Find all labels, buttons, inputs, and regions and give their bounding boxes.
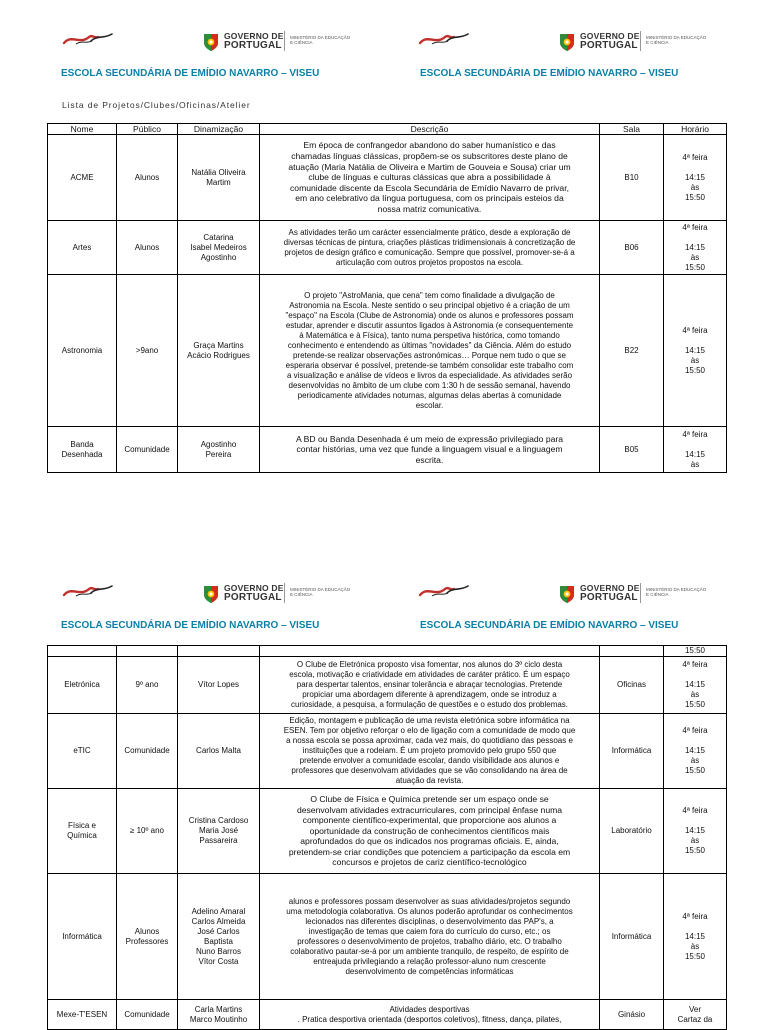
cell-nome xyxy=(48,135,117,221)
cell-nome-line: Artes xyxy=(72,242,92,252)
school-name: ESCOLA SECUNDÁRIA DE EMÍDIO NAVARRO – VISEU xyxy=(420,68,679,79)
school-name: ESCOLA SECUNDÁRIA DE EMÍDIO NAVARRO – VISEU xyxy=(420,620,679,631)
table-row xyxy=(48,714,727,789)
cell-horario-line xyxy=(667,670,723,680)
cell-sala-line: B05 xyxy=(624,444,639,454)
cell-dinamizacao xyxy=(178,714,260,789)
cell-publico xyxy=(117,427,178,473)
cell-sala-line: Informática xyxy=(611,746,652,755)
cell-sala xyxy=(600,135,664,221)
gov-line-2: PORTUGAL xyxy=(580,40,638,51)
cell-dinamizacao-line: Marco Moutinho xyxy=(189,1014,248,1024)
cell-dinamizacao xyxy=(178,221,260,275)
header-publico: Público xyxy=(117,124,178,135)
cell-descricao-line: entreajuda privilegiando a relação professor-aluno num crescente xyxy=(313,956,546,966)
government-wordmark xyxy=(224,584,284,602)
logo-divider xyxy=(640,31,641,51)
cell-dinamizacao-line: Agostinho xyxy=(200,439,237,449)
cell-horario-line: 14:15 xyxy=(684,242,706,252)
cell-descricao-line: projetos de design gráfico e comunicação. Sempre que possível, promover-se-á a xyxy=(284,247,575,257)
cell-descricao-line: O Clube de Física e Química pretende ser um espaço onde se xyxy=(310,793,549,804)
cell-descricao-line: Atividades desportivas xyxy=(389,1004,470,1014)
cell-dinamizacao-line: Catarina xyxy=(203,232,234,242)
cell-nome-line: Química xyxy=(67,831,97,840)
empty-cell xyxy=(48,646,117,657)
cell-publico xyxy=(117,657,178,714)
empty-cell xyxy=(117,646,178,657)
cell-descricao-line: a nossa escola se possa aproximar, cada vez mais, do quotidiano das pessoas e xyxy=(286,736,573,745)
cell-descricao-line: estudar, aprender e discutir assuntos ligados à Astronomia (e consequentemente xyxy=(285,320,574,330)
cell-horario-line: 14:15 xyxy=(684,345,706,355)
cell-dinamizacao xyxy=(178,789,260,874)
cell-nome-line: Informática xyxy=(62,931,102,941)
header-descricao: Descrição xyxy=(260,124,600,135)
gov-line-2: PORTUGAL xyxy=(224,40,282,51)
cell-descricao-line: pretende-se realizar observações astronómicas… Porque nem tudo o que se xyxy=(292,350,567,360)
cell-descricao-line: contar histórias, uma vez que funde a linguagem visual e a linguagem xyxy=(296,444,563,455)
government-logo xyxy=(558,30,738,56)
cell-descricao-line: diversas técnicas de pintura, criações plásticas tridimensionais à concretização de xyxy=(283,237,576,247)
cell-descricao-line: a visualização e análise de vídeos e livros da especialidade. As atividades serão xyxy=(286,370,573,380)
cell-descricao-line: alunos e professores possam desenvolver as suas atividades/projetos segundo xyxy=(288,896,571,906)
cell-horario-line xyxy=(667,233,723,243)
cell-descricao-line: periodicamente atividades noturnas, algumas delas abertas à comunidade xyxy=(297,390,562,400)
cell-horario-line: Cartaz da xyxy=(677,1014,713,1024)
government-wordmark xyxy=(580,584,640,602)
cell-horario xyxy=(664,135,727,221)
cell-sala-line: Informática xyxy=(611,931,652,941)
cell-dinamizacao-line: Acácio Rodrigues xyxy=(187,350,250,360)
gov-line-2: PORTUGAL xyxy=(580,592,638,603)
school-logo-icon xyxy=(418,30,470,48)
cell-sala-line: B22 xyxy=(624,345,639,355)
table-row xyxy=(48,427,727,473)
ministry-label xyxy=(646,587,706,597)
cell-descricao-line: aprofundados do que os indicados nos programas oficiais. E, ainda, xyxy=(300,836,559,847)
cell-dinamizacao-line: Maria José xyxy=(198,826,239,835)
cell-sala-line: Ginásio xyxy=(617,1009,646,1019)
table-header-row xyxy=(48,124,727,135)
cell-nome xyxy=(48,789,117,874)
cell-dinamizacao-line: Baptista xyxy=(204,936,233,946)
ministry-line-1: MINISTÉRIO DA EDUCAÇÃO xyxy=(290,35,351,40)
cell-nome-line: Astronomia xyxy=(61,345,103,355)
school-name: ESCOLA SECUNDÁRIA DE EMÍDIO NAVARRO – VISEU xyxy=(61,620,320,631)
cell-descricao-line: uma metodologia colaborativa. Os alunos poderão aprofundar os conhecimentos xyxy=(286,906,573,916)
cell-descricao-line: articulação com outros projetos propostos na escola. xyxy=(335,257,524,267)
cell-horario-line: 15:50 xyxy=(684,700,706,709)
government-wordmark xyxy=(224,32,284,50)
page-header xyxy=(0,552,768,631)
portugal-emblem-icon xyxy=(202,32,220,52)
cell-horario-line: 14:15 xyxy=(684,172,706,182)
cell-publico-line: 9º ano xyxy=(135,680,159,689)
cell-nome xyxy=(48,275,117,427)
cell-descricao-line: para despertar talentos, ensinar tolerância e abraçar tecnologias. Pretende xyxy=(296,680,563,689)
cell-horario-line: 4ª feira xyxy=(682,152,708,162)
cell-horario-line: 4ª feira xyxy=(682,429,708,439)
cell-horario-line: às xyxy=(690,690,700,699)
cell-publico xyxy=(117,714,178,789)
ministry-label xyxy=(290,35,350,45)
cell-publico xyxy=(117,874,178,1000)
cell-publico-line: Professores xyxy=(125,936,169,946)
cell-horario xyxy=(664,714,727,789)
cell-dinamizacao-line: Passareira xyxy=(199,836,238,845)
cell-descricao-line: esperaria observar é possível, pretende-se também consolidar este trabalho com xyxy=(285,360,574,370)
header-sala: Sala xyxy=(600,124,664,135)
cell-horario-line: 4ª feira xyxy=(682,325,708,335)
cell-sala xyxy=(600,427,664,473)
cell-horario-line: 14:15 xyxy=(684,680,706,689)
cell-dinamizacao-line: Adelino Amaral xyxy=(191,906,246,916)
cell-descricao-line: concursos e projetos de cariz científico-tecnológico xyxy=(332,857,527,868)
cell-horario-line: 14:15 xyxy=(684,449,706,459)
cell-horario-line xyxy=(667,163,723,173)
cell-descricao-line: curiosidade, a pesquisa, a formulação de questões e o estudo dos problemas. xyxy=(290,700,569,709)
ministry-line-2: E CIÊNCIA xyxy=(646,40,669,45)
cell-horario-line: 4ª feira xyxy=(682,726,708,735)
cell-dinamizacao xyxy=(178,275,260,427)
cell-descricao xyxy=(260,135,600,221)
cell-publico xyxy=(117,1000,178,1030)
cell-horario xyxy=(664,874,727,1000)
empty-cell xyxy=(260,646,600,657)
cell-descricao-line: componente científico-experimental, que proporcione aos alunos a xyxy=(302,815,557,826)
cell-nome xyxy=(48,221,117,275)
cell-nome xyxy=(48,714,117,789)
header-dinamizacao: Dinamização xyxy=(178,124,260,135)
gov-line-1: GOVERNO DE xyxy=(580,31,640,41)
table-row xyxy=(48,275,727,427)
cell-horario-line xyxy=(667,816,723,826)
cell-sala xyxy=(600,275,664,427)
header-nome: Nome xyxy=(48,124,117,135)
table-row xyxy=(48,135,727,221)
cell-descricao xyxy=(260,1000,600,1030)
cell-descricao xyxy=(260,657,600,714)
cell-descricao-line: desenvolvidas no âmbito de um clube com 1:30 h de sessão semanal, havendo xyxy=(288,380,571,390)
gov-line-1: GOVERNO DE xyxy=(224,31,284,41)
cell-descricao-line: desenvolvam atividades extracurriculares, com principal ênfase numa xyxy=(296,804,563,815)
cell-dinamizacao-line: Natália Oliveira xyxy=(191,167,246,177)
cell-descricao-line: escola, motivação e criatividade em atividades de caráter prático. É um espaço xyxy=(289,670,570,679)
ministry-line-1: MINISTÉRIO DA EDUCAÇÃO xyxy=(290,587,351,592)
cell-descricao-line: pretendem-se criar condições que potenciem a participação da escola em xyxy=(288,846,571,857)
cell-descricao-line: nossa matriz comunicativa. xyxy=(377,203,482,214)
cell-sala-line: Oficinas xyxy=(617,680,646,689)
cell-horario xyxy=(664,657,727,714)
cell-descricao-line: O Clube de Eletrónica proposto visa fomentar, nos alunos do 3º ciclo desta xyxy=(296,660,563,669)
ministry-line-2: E CIÊNCIA xyxy=(290,40,313,45)
cell-horario-line: Ver xyxy=(688,1004,701,1014)
cell-publico-line: ≥ 10º ano xyxy=(129,826,164,835)
cell-descricao xyxy=(260,874,600,1000)
table-row xyxy=(48,1000,727,1030)
cell-dinamizacao-line: Vítor Costa xyxy=(198,956,239,966)
cell-descricao-line: oportunidade da construção de conhecimentos científicos mais xyxy=(309,825,550,836)
projects-table-continued xyxy=(47,645,727,1030)
cell-descricao-line: . Pratica desportiva orientada (desportos coletivos), fitness, dança, pilates, xyxy=(297,1014,562,1024)
table-row xyxy=(48,221,727,275)
cell-descricao-line: ESEN. Tem por objetivo reforçar o elo de ligação com a comunidade de modo que xyxy=(283,726,576,735)
cell-publico-line: Alunos xyxy=(134,172,160,182)
cell-publico-line: >9ano xyxy=(135,345,159,355)
cell-publico-line: Alunos xyxy=(134,242,160,252)
school-name: ESCOLA SECUNDÁRIA DE EMÍDIO NAVARRO – VISEU xyxy=(61,68,320,79)
cell-nome xyxy=(48,657,117,714)
projects-table xyxy=(47,123,727,473)
government-wordmark xyxy=(580,32,640,50)
cell-horario xyxy=(664,275,727,427)
cell-horario-continued: 15:50 xyxy=(664,646,727,657)
cell-nome xyxy=(48,1000,117,1030)
cell-nome xyxy=(48,874,117,1000)
cell-nome-line: Desenhada xyxy=(61,449,103,459)
cell-horario-line: 15:50 xyxy=(684,262,706,272)
cell-dinamizacao xyxy=(178,657,260,714)
school-logo-icon xyxy=(62,582,114,600)
ministry-line-1: MINISTÉRIO DA EDUCAÇÃO xyxy=(646,587,707,592)
cell-sala-line: Laboratório xyxy=(611,826,652,835)
cell-horario xyxy=(664,1000,727,1030)
logo-divider xyxy=(284,583,285,603)
cell-horario xyxy=(664,427,727,473)
list-title: Lista de Projetos/Clubes/Oficinas/Atelier xyxy=(62,100,251,110)
empty-cell xyxy=(600,646,664,657)
ministry-line-2: E CIÊNCIA xyxy=(646,592,669,597)
cell-dinamizacao-line: Agostinho xyxy=(200,252,237,262)
cell-descricao-line: pretende envolver a comunidade escolar, dando visibilidade aos alunos e xyxy=(299,756,560,765)
cell-horario xyxy=(664,221,727,275)
cell-descricao-line: em ano celebrativo da língua portuguesa, com os principais esteios da xyxy=(295,193,564,204)
cell-publico-line: Comunidade xyxy=(124,1009,170,1019)
cell-horario-line: às xyxy=(690,459,700,469)
cell-dinamizacao-line: José Carlos xyxy=(197,926,240,936)
cell-publico-line: Comunidade xyxy=(124,444,170,454)
cell-dinamizacao-line: Carlos Almeida xyxy=(191,916,246,926)
cell-horario-line: 4ª feira xyxy=(682,911,708,921)
cell-horario-line xyxy=(667,922,723,932)
cell-descricao-line: chamadas línguas clássicas, propõem-se os subscritores deste plano de xyxy=(291,151,568,162)
cell-horario-line: 14:15 xyxy=(684,826,706,835)
cell-sala xyxy=(600,874,664,1000)
cell-dinamizacao-line: Cristina Cardoso xyxy=(188,816,249,825)
cell-publico xyxy=(117,135,178,221)
cell-dinamizacao-line: Martim xyxy=(206,177,231,187)
cell-horario xyxy=(664,789,727,874)
cell-horario-line: 15:50 xyxy=(684,951,706,961)
cell-horario-line: 14:15 xyxy=(684,931,706,941)
cell-descricao xyxy=(260,221,600,275)
government-logo xyxy=(202,582,382,608)
cell-descricao-line: O projeto "AstroMania, que cena" tem como finalidade a divulgação de xyxy=(304,290,555,300)
table-body-page-1 xyxy=(48,135,727,473)
cell-dinamizacao-line: Carlos Malta xyxy=(196,746,241,755)
cell-horario-line xyxy=(667,336,723,346)
cell-descricao-line: propiciar uma abordagem diferente à aprendizagem, onde se introduz a xyxy=(302,690,557,699)
cell-descricao xyxy=(260,427,600,473)
cell-descricao xyxy=(260,275,600,427)
table-row xyxy=(48,874,727,1000)
cell-sala xyxy=(600,1000,664,1030)
cell-horario-line: às xyxy=(690,941,700,951)
cell-horario-line: 4ª feira xyxy=(682,222,708,232)
cell-nome xyxy=(48,427,117,473)
cell-sala xyxy=(600,657,664,714)
cell-dinamizacao xyxy=(178,1000,260,1030)
logo-divider xyxy=(284,31,285,51)
portugal-emblem-icon xyxy=(202,584,220,604)
cell-horario-line: 15:50 xyxy=(684,766,706,775)
cell-horario-line: às xyxy=(690,182,700,192)
table-row xyxy=(48,657,727,714)
cell-horario-line: às xyxy=(690,836,700,845)
cell-descricao-line: "espaço" na Escola (Clube de Astronomia) onde os alunos e professores possam xyxy=(285,310,574,320)
cell-descricao-line: clube de línguas e culturas clássicas que abra a possibilidade à xyxy=(308,172,551,183)
cell-horario-line: 15:50 xyxy=(684,365,706,375)
cell-descricao-line: professores o desenvolvimento de projetos, trabalho diário, etc. O trabalho xyxy=(297,936,562,946)
table-row-continuation xyxy=(48,646,727,657)
cell-descricao-line: colaborativo pautar-se-á por um ambiente tranquilo, de respeito, de espírito de xyxy=(290,946,569,956)
cell-horario-line: 15:50 xyxy=(684,846,706,855)
cell-descricao-line: Em época de confrangedor abandono do saber humanístico e das xyxy=(303,140,556,151)
cell-dinamizacao-line: Nuno Barros xyxy=(196,946,241,956)
portugal-emblem-icon xyxy=(558,32,576,52)
cell-dinamizacao xyxy=(178,427,260,473)
gov-line-2: PORTUGAL xyxy=(224,592,282,603)
portugal-emblem-icon xyxy=(558,584,576,604)
cell-nome-line: eTIC xyxy=(73,746,91,755)
cell-dinamizacao xyxy=(178,135,260,221)
school-logo-icon xyxy=(62,30,114,48)
cell-descricao-line: lecionados nas diferentes disciplinas, o desenvolvimento das PAP's, a xyxy=(305,916,554,926)
cell-publico xyxy=(117,275,178,427)
cell-horario-line: 14:15 xyxy=(684,746,706,755)
cell-nome-line: Física e xyxy=(67,821,96,830)
cell-nome-line: Mexe-T'ESEN xyxy=(56,1009,108,1019)
table-body-page-2 xyxy=(48,646,727,1030)
cell-horario-line: às xyxy=(690,756,700,765)
cell-dinamizacao-line: Pereira xyxy=(205,449,232,459)
cell-sala xyxy=(600,221,664,275)
cell-dinamizacao-line: Isabel Medeiros xyxy=(190,242,247,252)
cell-publico-line: Comunidade xyxy=(124,746,170,755)
cell-descricao-line: Astronomia na Escola. Neste sentido o seu principal objetivo é a criação de um xyxy=(289,300,570,310)
cell-sala xyxy=(600,714,664,789)
gov-line-1: GOVERNO DE xyxy=(580,583,640,593)
cell-horario-line: 4ª feira xyxy=(682,660,708,669)
cell-descricao-line: comunidade discente da Escola Secundária de Emídio Navarro de privar, xyxy=(290,182,569,193)
cell-horario-line: 15:50 xyxy=(684,192,706,202)
table-row xyxy=(48,789,727,874)
cell-descricao-line: As atividades terão um carácter essencialmente prático, desde a exploração de xyxy=(288,227,571,237)
cell-nome-line: ACME xyxy=(70,172,94,182)
cell-descricao-line: A BD ou Banda Desenhada é um meio de expressão privilegiado para xyxy=(295,433,564,444)
cell-sala-line: B10 xyxy=(624,172,639,182)
cell-dinamizacao-line: Graça Martins xyxy=(193,340,244,350)
ministry-line-2: E CIÊNCIA xyxy=(290,592,313,597)
cell-publico xyxy=(117,789,178,874)
cell-descricao xyxy=(260,714,600,789)
cell-horario-line xyxy=(667,440,723,450)
cell-descricao-line: atuação da revista. xyxy=(395,776,464,785)
school-logo-icon xyxy=(418,582,470,600)
cell-publico xyxy=(117,221,178,275)
cell-descricao-line: atuação (Maria Natália de Oliveira e Martim de Gouveia e Sousa) criar um xyxy=(288,161,571,172)
ministry-label xyxy=(646,35,706,45)
cell-horario-line: 4ª feira xyxy=(682,806,708,815)
gov-line-1: GOVERNO DE xyxy=(224,583,284,593)
header-horario: Horário xyxy=(664,124,727,135)
cell-horario-line xyxy=(667,736,723,746)
cell-horario-line: às xyxy=(690,355,700,365)
cell-sala-line: B06 xyxy=(624,242,639,252)
cell-descricao-line: professores que desenvolvam atividades que se vão consolidando na área de xyxy=(291,766,568,775)
page-header xyxy=(0,0,768,79)
cell-descricao xyxy=(260,789,600,874)
cell-sala xyxy=(600,789,664,874)
cell-nome-line: Banda xyxy=(70,439,94,449)
ministry-label xyxy=(290,587,350,597)
cell-descricao-line: escrita. xyxy=(415,454,444,465)
cell-nome-line: Eletrónica xyxy=(64,680,100,689)
empty-cell xyxy=(178,646,260,657)
cell-publico-line: Alunos xyxy=(134,926,160,936)
ministry-line-1: MINISTÉRIO DA EDUCAÇÃO xyxy=(646,35,707,40)
cell-descricao-line: instituições que a rodeiam. É um projeto promovido pelo grupo 550 que xyxy=(302,746,557,755)
cell-dinamizacao xyxy=(178,874,260,1000)
cell-descricao-line: à Matemática e à Física), tanto numa perspetiva histórica, como tomando xyxy=(299,330,560,340)
cell-descricao-line: Edição, montagem e publicação de uma revista eletrónica sobre informática na xyxy=(289,716,570,725)
cell-dinamizacao-line: Vítor Lopes xyxy=(198,680,239,689)
cell-descricao-line: escolar. xyxy=(415,400,444,410)
logo-divider xyxy=(640,583,641,603)
cell-horario-line: às xyxy=(690,252,700,262)
cell-dinamizacao-line: Carla Martins xyxy=(194,1004,243,1014)
government-logo xyxy=(202,30,382,56)
cell-descricao-line: desenvolvimento de competências informáticas xyxy=(345,966,514,976)
cell-descricao-line: investigação de temas que caiem fora do currículo do curso, etc.; os xyxy=(308,926,551,936)
cell-descricao-line: conhecimento e entendendo as últimas "novidades" da Ciência. Além do estudo xyxy=(287,340,572,350)
government-logo xyxy=(558,582,738,608)
